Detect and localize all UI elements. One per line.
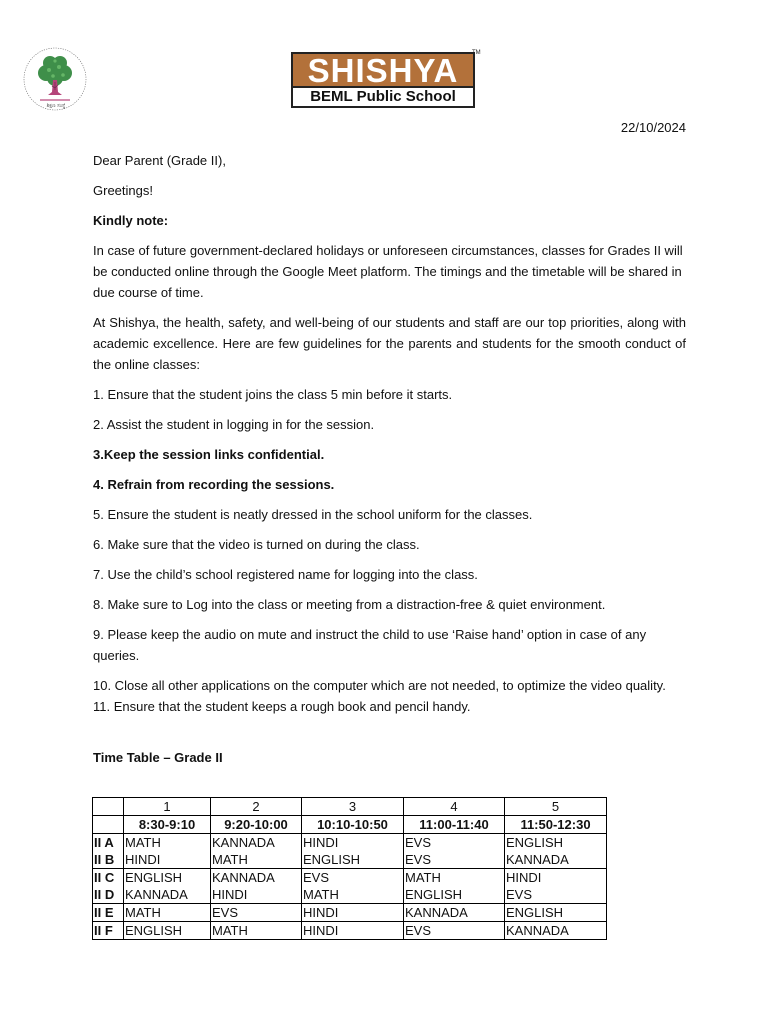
- period-number: 2: [211, 798, 302, 816]
- subject-cell: ENGLISH: [404, 886, 505, 904]
- section-label: II F: [93, 922, 124, 940]
- note-heading: Kindly note:: [93, 213, 169, 228]
- subject-cell: EVS: [404, 834, 505, 852]
- section-label: II D: [93, 886, 124, 904]
- subject-cell: KANNADA: [211, 834, 302, 852]
- letter-body: [93, 150, 686, 777]
- subject-cell: MATH: [211, 851, 302, 869]
- subject-cell: MATH: [211, 922, 302, 940]
- brand-name: SHISHYA: [291, 52, 475, 88]
- period-number-row: [93, 798, 607, 816]
- subject-cell: EVS: [211, 904, 302, 922]
- subject-cell: KANNADA: [211, 869, 302, 887]
- timing-row: [93, 816, 607, 834]
- period-timing: 11:50-12:30: [505, 816, 607, 834]
- trademark-mark: TM: [472, 50, 481, 56]
- subject-cell: KANNADA: [505, 851, 607, 869]
- section-label: II A: [93, 834, 124, 852]
- guideline-item: 5. Ensure the student is neatly dressed in the school uniform for the classes.: [93, 507, 533, 522]
- subject-cell: MATH: [302, 886, 404, 904]
- guideline-item: 3.Keep the session links confidential.: [93, 447, 325, 462]
- guideline-item: 8. Make sure to Log into the class or meeting from a distraction-free & quiet environment.: [93, 597, 606, 612]
- subject-cell: MATH: [404, 869, 505, 887]
- guideline-item: 1. Ensure that the student joins the class 5 min before it starts.: [93, 387, 453, 402]
- guideline-item: 6. Make sure that the video is turned on during the class.: [93, 537, 420, 552]
- period-number: 3: [302, 798, 404, 816]
- subject-cell: ENGLISH: [124, 922, 211, 940]
- table-row: [93, 851, 607, 869]
- subject-cell: HINDI: [211, 886, 302, 904]
- section-label: II C: [93, 869, 124, 887]
- subject-cell: KANNADA: [124, 886, 211, 904]
- guideline-item: 9. Please keep the audio on mute and instruct the child to use ‘Raise hand’ option in case of any queries.: [93, 627, 647, 663]
- subject-cell: KANNADA: [505, 922, 607, 940]
- subject-cell: KANNADA: [404, 904, 505, 922]
- subject-cell: EVS: [404, 922, 505, 940]
- emblem-motto: ಶಿಕ್ಷಣ ಸಂಸ್ಥೆ: [46, 103, 66, 109]
- subject-cell: ENGLISH: [124, 869, 211, 887]
- timetable-title: Time Table – Grade II: [93, 750, 223, 765]
- subject-cell: HINDI: [124, 851, 211, 869]
- subject-cell: ENGLISH: [505, 904, 607, 922]
- corner-cell: [93, 816, 124, 834]
- section-label: II B: [93, 851, 124, 869]
- subject-cell: EVS: [302, 869, 404, 887]
- subject-cell: EVS: [505, 886, 607, 904]
- subject-cell: HINDI: [505, 869, 607, 887]
- period-timing: 11:00-11:40: [404, 816, 505, 834]
- guideline-item: 11. Ensure that the student keeps a rough book and pencil handy.: [93, 699, 471, 714]
- paragraph-priorities: At Shishya, the health, safety, and well-being of our students and staff are our top priorities, along with academic excellence. Here are few guidelines for the parents and students for the smooth conduct of the online classes:: [93, 315, 686, 372]
- table-row: [93, 834, 607, 852]
- guideline-item: 2. Assist the student in logging in for the session.: [93, 417, 375, 432]
- guideline-item: 7. Use the child’s school registered name for logging into the class.: [93, 567, 478, 582]
- table-row: [93, 869, 607, 887]
- subject-cell: EVS: [404, 851, 505, 869]
- subject-cell: ENGLISH: [302, 851, 404, 869]
- subject-cell: MATH: [124, 834, 211, 852]
- brand-subtitle: BEML Public School: [291, 87, 475, 108]
- table-row: [93, 922, 607, 940]
- subject-cell: MATH: [124, 904, 211, 922]
- timetable: [92, 797, 607, 940]
- table-row: [93, 904, 607, 922]
- greeting: Greetings!: [93, 183, 153, 198]
- subject-cell: HINDI: [302, 922, 404, 940]
- period-timing: 10:10-10:50: [302, 816, 404, 834]
- section-label: II E: [93, 904, 124, 922]
- shishya-brand-logo: [291, 50, 481, 108]
- table-row: [93, 886, 607, 904]
- corner-cell: [93, 798, 124, 816]
- guideline-item: 10. Close all other applications on the computer which are not needed, to optimize the video quality.: [93, 678, 666, 693]
- salutation: Dear Parent (Grade II),: [93, 153, 226, 168]
- guideline-item: 4. Refrain from recording the sessions.: [93, 477, 335, 492]
- subject-cell: HINDI: [302, 834, 404, 852]
- period-timing: 9:20-10:00: [211, 816, 302, 834]
- subject-cell: HINDI: [302, 904, 404, 922]
- period-number: 5: [505, 798, 607, 816]
- letter-date: 22/10/2024: [620, 120, 686, 135]
- period-number: 1: [124, 798, 211, 816]
- paragraph-holidays: In case of future government-declared holidays or unforeseen circumstances, classes for Grades II will be conducted online through the Google Meet platform. The timings and the timetable will be shared in due course of time.: [93, 243, 683, 300]
- period-timing: 8:30-9:10: [124, 816, 211, 834]
- period-number: 4: [404, 798, 505, 816]
- subject-cell: ENGLISH: [505, 834, 607, 852]
